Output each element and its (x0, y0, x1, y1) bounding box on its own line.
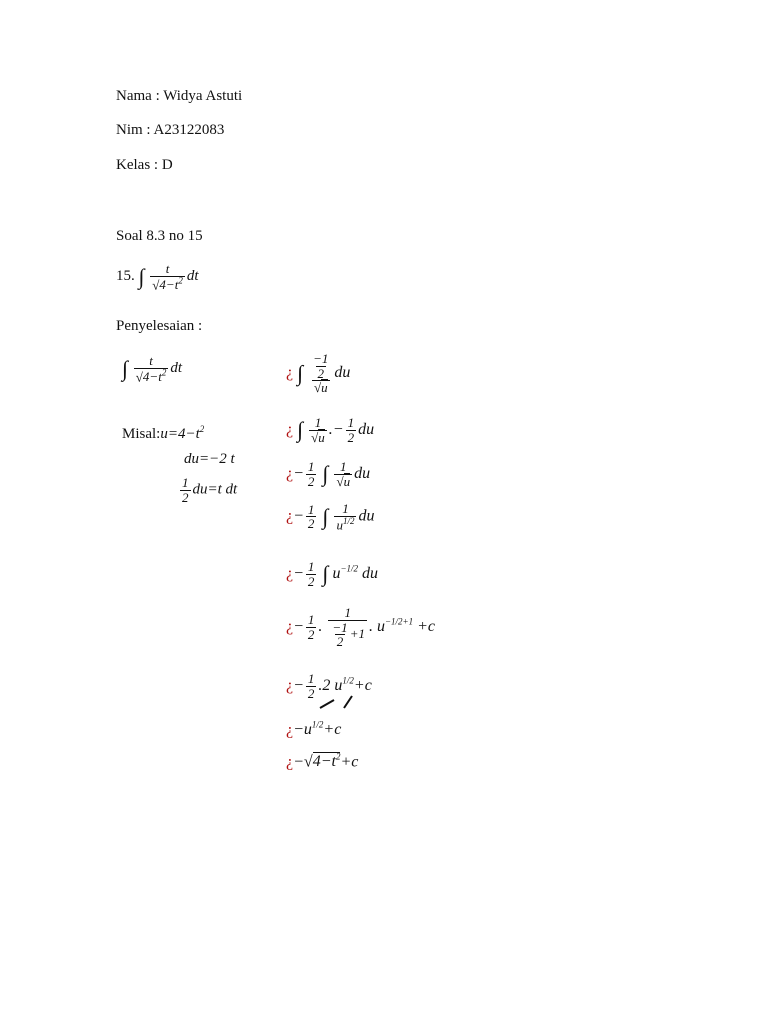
problem-statement: 15. ∫ $\frac{t}{√4-t^2}$ dt (116, 261, 199, 292)
cancel-strokes (316, 684, 366, 714)
step-8: ¿$-u^{1/2}+c$ (286, 720, 342, 739)
step-2: ¿ ∫ $\frac{1}{√u}$ .− $\frac{1}{2}$ du (286, 415, 375, 445)
step-3: ¿− $\frac{1}{2}$ ∫ $\frac{1}{√u}$ du (286, 459, 371, 489)
step-4: ¿− $\frac{1}{2}$ ∫ $\frac{1}{u^{1/2}}$ du (286, 501, 375, 532)
solution-label: Penyelesaian : (116, 318, 203, 334)
step-1: ¿ ∫ $\frac{\frac{-1}{2}}{√u}$ du (286, 351, 351, 396)
problem-number: 15. (116, 268, 135, 285)
step-7: ¿− $\frac{1}{2}$ .2 $u^{1/2}+c$ (286, 672, 372, 700)
sub-u-text: u=4−t (160, 426, 200, 442)
step-6: ¿− $\frac{1}{2}$ . 1 $\frac{-1}{2}$ +1 . $u^{-1/2+1} +c$ (286, 605, 436, 650)
left-integral: ∫ $\frac{t}{√4-t^2}$ dt (122, 353, 182, 384)
nim-line: Nim : A23122083 (116, 122, 225, 138)
name-line: Nama : Widya Astuti (116, 88, 243, 104)
substitution-half-du: $\frac{1}{2}$ du=t dt (182, 475, 238, 505)
problem-fraction: $\frac{t}{√4-t^2}$ (152, 261, 183, 292)
substitution-du: du=−2 t (184, 451, 235, 467)
substitution-u: $Misal:u=4-t^2$ (122, 424, 205, 442)
class-line: Kelas : D (116, 157, 173, 173)
problem-title: Soal 8.3 no 15 (116, 228, 203, 244)
step-5: ¿− $\frac{1}{2}$ ∫ $u^{-1/2}$ du (286, 559, 379, 589)
misal-label: Misal: (122, 426, 161, 442)
step-9: ¿$-√4-t^2+c$ (286, 752, 359, 771)
